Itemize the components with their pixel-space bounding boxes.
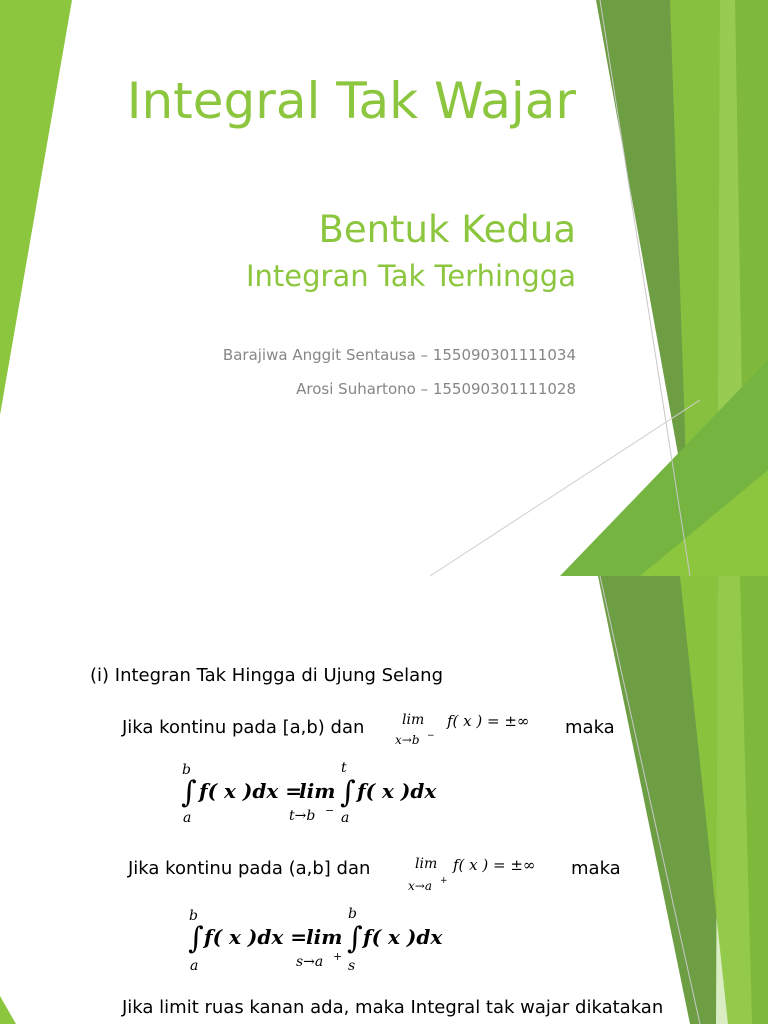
- cond-sub: x→a: [408, 879, 432, 893]
- lim-sub: t→b: [289, 808, 316, 824]
- integral-sign-2: ∫: [347, 921, 363, 956]
- case2-condition-formula: [405, 850, 545, 898]
- slide-subtitle: Bentuk Kedua: [318, 208, 576, 251]
- integrand-2: f( x )dx: [357, 779, 437, 803]
- cond-sub-sup: −: [427, 731, 435, 741]
- upper-bound-2: b: [348, 906, 357, 922]
- lower-bound-2: a: [341, 810, 350, 826]
- integral-sign: ∫: [188, 921, 204, 956]
- lower-bound-2: s: [348, 958, 356, 974]
- case2-maka: maka: [571, 858, 621, 879]
- lim-label: lim: [306, 925, 343, 949]
- lower-bound: a: [183, 810, 192, 826]
- slide-content: [0, 576, 768, 1024]
- lim-label: lim: [299, 779, 336, 803]
- upper-bound-2: t: [341, 760, 347, 776]
- case1-text: Jika kontinu pada [a,b) dan: [122, 717, 365, 738]
- case2-integral-formula: [182, 904, 452, 976]
- cond-lim: lim: [402, 712, 425, 728]
- author-line-2: Arosi Suhartono – 155090301111028: [296, 380, 576, 398]
- integral-sign: ∫: [181, 775, 197, 810]
- case2-text: Jika kontinu pada (a,b] dan: [128, 858, 371, 879]
- lim-sub-sup: +: [333, 950, 343, 963]
- lim-sub-sup: −: [325, 804, 335, 817]
- upper-bound: b: [189, 908, 198, 924]
- footer-text: Jika limit ruas kanan ada, maka Integral tak wajar dikatakan: [122, 997, 664, 1018]
- case1-condition-formula: [392, 706, 532, 754]
- integral-sign-2: ∫: [340, 775, 356, 810]
- slide-subtitle-secondary: Integran Tak Terhingga: [246, 259, 576, 293]
- upper-bound: b: [182, 762, 191, 778]
- integrand: f( x )dx =: [204, 925, 308, 949]
- cond-expr: f( x ) = ±∞: [447, 712, 530, 730]
- case1-integral-formula: [175, 758, 445, 830]
- integrand: f( x )dx =: [199, 779, 303, 803]
- integrand-2: f( x )dx: [363, 925, 443, 949]
- section-heading: (i) Integran Tak Hingga di Ujung Selang: [90, 665, 443, 686]
- cond-expr: f( x ) = ±∞: [453, 856, 536, 874]
- slide-title-text: Integral Tak Wajar: [126, 72, 576, 130]
- lower-bound: a: [190, 958, 199, 974]
- case1-maka: maka: [565, 717, 615, 738]
- author-line-1: Barajiwa Anggit Sentausa – 155090301111034: [222, 346, 576, 364]
- cond-sub-sup: +: [440, 876, 448, 886]
- lim-sub: s→a: [296, 954, 324, 970]
- cond-lim: lim: [415, 856, 438, 872]
- left-corner-facet: [0, 996, 16, 1024]
- cond-sub: x→b: [395, 733, 420, 747]
